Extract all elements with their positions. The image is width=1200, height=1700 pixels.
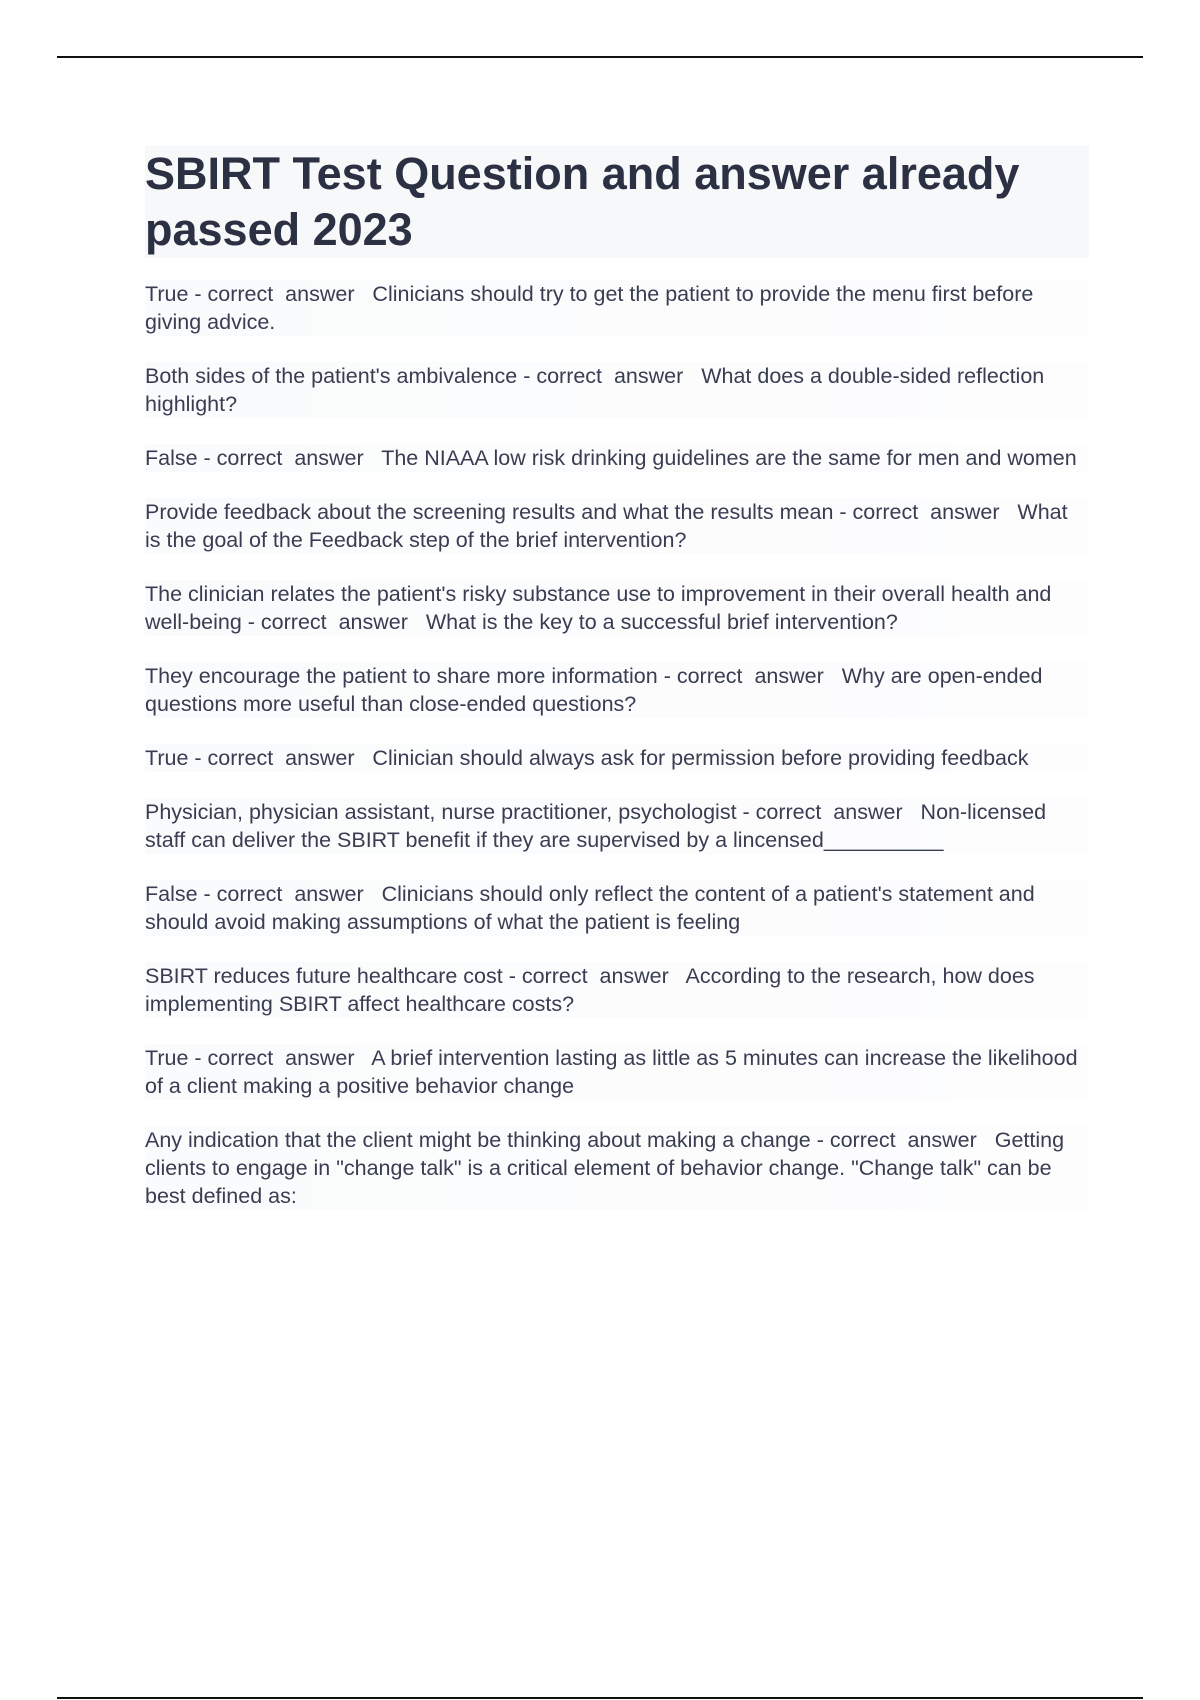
answer-separator: - correct answer (188, 282, 373, 306)
answer-separator: - correct answer (736, 800, 921, 824)
question-text: Clinicians should only reflect the content of a patient's statement and should avoid making assumptions of what the patient is feeling (145, 882, 1035, 934)
qa-item (145, 962, 1089, 1018)
answer-separator: - correct answer (810, 1128, 995, 1152)
question-text: A brief intervention lasting as little as 5 minutes can increase the likelihood of a client making a positive behavior change (145, 1046, 1078, 1098)
qa-item (145, 1044, 1089, 1100)
answer-separator: - correct answer (517, 364, 702, 388)
answer-text: The clinician relates the patient's risky substance use to improvement in their overall health and well-being (145, 582, 1052, 634)
qa-item (145, 880, 1089, 936)
question-text: Non-licensed staff can deliver the SBIRT benefit if they are supervised by a lincensed__________ (145, 800, 1047, 852)
qa-list (145, 280, 1089, 1210)
answer-text: Physician, physician assistant, nurse practitioner, psychologist (145, 800, 737, 824)
answer-text: Any indication that the client might be thinking about making a change (145, 1128, 811, 1152)
top-rule (57, 56, 1143, 58)
answer-separator: - correct answer (657, 664, 842, 688)
document-title: SBIRT Test Question and answer already passed 2023 (145, 146, 1089, 258)
qa-item (145, 444, 1089, 472)
answer-text: True (145, 1046, 189, 1070)
answer-text: True (145, 746, 189, 770)
qa-item (145, 362, 1089, 418)
qa-item (145, 744, 1089, 772)
question-text: Clinician should always ask for permission before providing feedback (372, 746, 1029, 770)
answer-separator: - correct answer (833, 500, 1018, 524)
qa-item (145, 1126, 1089, 1210)
answer-separator: - correct answer (197, 882, 382, 906)
document-body (145, 146, 1089, 1236)
answer-text: They encourage the patient to share more information (145, 664, 658, 688)
answer-separator: - correct answer (188, 1046, 372, 1070)
qa-item (145, 580, 1089, 636)
qa-item (145, 798, 1089, 854)
answer-text: SBIRT reduces future healthcare cost (145, 964, 503, 988)
answer-separator: - correct answer (188, 746, 373, 770)
qa-item (145, 280, 1089, 336)
answer-separator: - correct answer (197, 446, 382, 470)
qa-item (145, 662, 1089, 718)
question-text: What is the key to a successful brief intervention? (425, 610, 898, 634)
bottom-rule (57, 1697, 1143, 1699)
answer-text: Provide feedback about the screening results and what the results mean (145, 500, 834, 524)
question-text: What is the goal of the Feedback step of the brief intervention? (145, 500, 1068, 552)
question-text: Clinicians should try to get the patient to provide the menu first before giving advice. (145, 282, 1034, 334)
question-text: According to the research, how does implementing SBIRT affect healthcare costs? (145, 964, 1035, 1016)
question-text: Getting clients to engage in "change talk" is a critical element of behavior change. "Change talk" can be best defined as: (145, 1128, 1065, 1208)
question-text: Why are open-ended questions more useful than close-ended questions? (145, 664, 1043, 716)
answer-text: True (145, 282, 189, 306)
question-text: What does a double-sided reflection highlight? (145, 364, 1045, 416)
answer-text: False (145, 882, 198, 906)
answer-separator: - correct answer (502, 964, 686, 988)
answer-separator: - correct answer (241, 610, 426, 634)
answer-text: False (145, 446, 198, 470)
question-text: The NIAAA low risk drinking guidelines are the same for men and women (381, 446, 1077, 470)
qa-item (145, 498, 1089, 554)
answer-text: Both sides of the patient's ambivalence (145, 364, 518, 388)
